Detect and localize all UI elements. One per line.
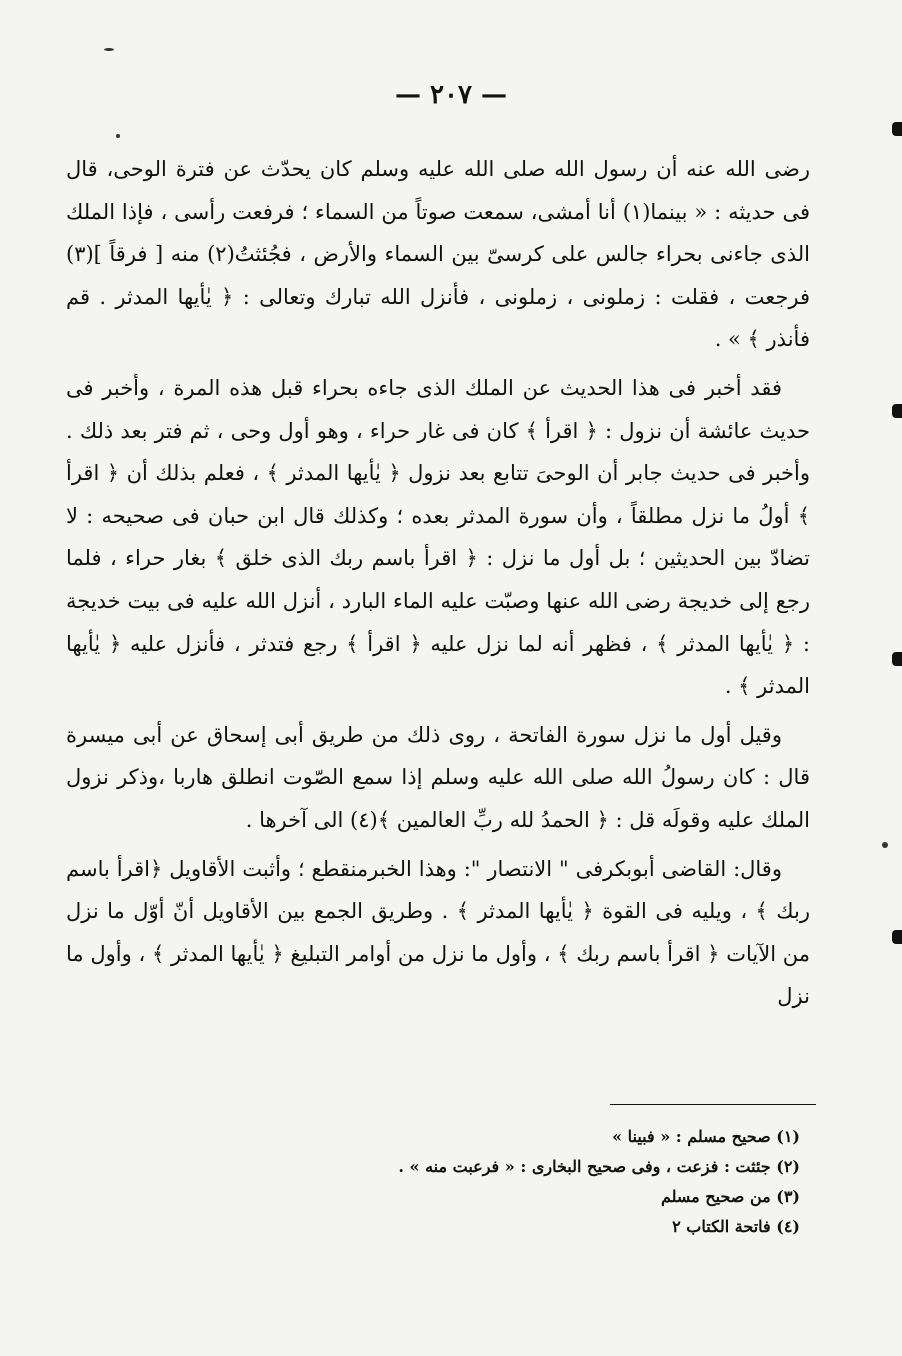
page-number: — ٢٠٧ — [394, 80, 508, 110]
scan-edge-mark [892, 404, 902, 418]
footnote: (٤) فاتحة الكتاب ٢ [672, 1217, 800, 1236]
scan-speck [116, 134, 120, 138]
footnote-divider [610, 1104, 816, 1105]
footnote: (٣) من صحيح مسلم [660, 1187, 800, 1206]
footnote: (٢) جئثت : فزعت ، وفى صحيح البخارى : « فرعبت منه » . [398, 1157, 800, 1176]
scan-edge-mark [892, 122, 902, 136]
paragraph: فقد أخبر فى هذا الحديث عن الملك الذى جاءه بحراء قبل هذه المرة ، وأخبر فى حديث عائشة أن نزول : ﴿ اقرأ ﴾ كان فى غار حراء ، وهو أول وحى ، ثم فتر بعد ذلك . وأخبر فى حديث جابر أن الوحىَ تتابع بعد نزول ﴿ يٰأيها المدثر ﴾ ، فعلم بذلك أن ﴿ اقرأ ﴾ أولُ ما نزل مطلقاً ، وأن سورة المدثر بعده ؛ وكذلك قال ابن حبان فى صحيحه : لا تضادّ بين الحديثين ؛ بل أول ما نزل : ﴿ اقرأ باسم ربك الذى خلق ﴾ بغار حراء ، فلما رجع إلى خديجة رضى الله عنها وصبّت عليه الماء البارد ، أنزل الله عليه فى بيت خديجة : ﴿ يٰأيها المدثر ﴾ ، فظهر أنه لما نزل عليه ﴿ اقرأ ﴾ رجع فتدثر ، فأنزل عليه ﴿ يٰأيها المدثر ﴾ . [66, 375, 810, 699]
main-text [66, 148, 810, 1024]
scan-edge-mark [892, 652, 902, 666]
paragraph: وقيل أول ما نزل سورة الفاتحة ، روى ذلك من طريق أبى إسحاق عن أبى ميسرة قال : كان رسولُ الله صلى الله عليه وسلم إذا سمع الصّوت انطلق هاربا ،وذكر نزول الملك عليه وقولَه قل : ﴿ الحمدُ لله ربِّ العالمين ﴾(٤) الى آخرها . [66, 722, 810, 832]
paragraph: رضى الله عنه أن رسول الله صلى الله عليه وسلم كان يحدّث عن فترة الوحى، قال فى حديثه : « بينما(١) أنا أمشى، سمعت صوتاً من السماء ؛ فرفعت رأسى ، فإذا الملك الذى جاءنى بحراء جالس على كرسىّ بين السماء والأرض ، فجُئثتُ(٢) منه [ فرقاً ](٣) فرجعت ، فقلت : زملونى ، زملونى ، فأنزل الله تبارك وتعالى : ﴿ يٰأيها المدثر . قم فأنذر ﴾ » . [66, 157, 810, 352]
scan-speck [882, 842, 888, 848]
scan-speck [104, 48, 114, 51]
scan-edge-mark [892, 930, 902, 944]
footnotes [300, 1122, 800, 1242]
footnote: (١) صحيح مسلم : « فبينا » [612, 1127, 800, 1146]
paragraph: وقال: القاضى أبوبكرفى " الانتصار ": وهذا الخبرمنقطع ؛ وأثبت الأقاويل ﴿اقرأ باسم ربك ﴾ ، ويليه فى القوة ﴿ يٰأيها المدثر ﴾ . وطريق الجمع بين الأقاويل أنّ أوّل ما نزل من الآيات ﴿ اقرأ باسم ربك ﴾ ، وأول ما نزل من أوامر التبليغ ﴿ يٰأيها المدثر ﴾ ، وأول ما نزل [66, 856, 810, 1009]
